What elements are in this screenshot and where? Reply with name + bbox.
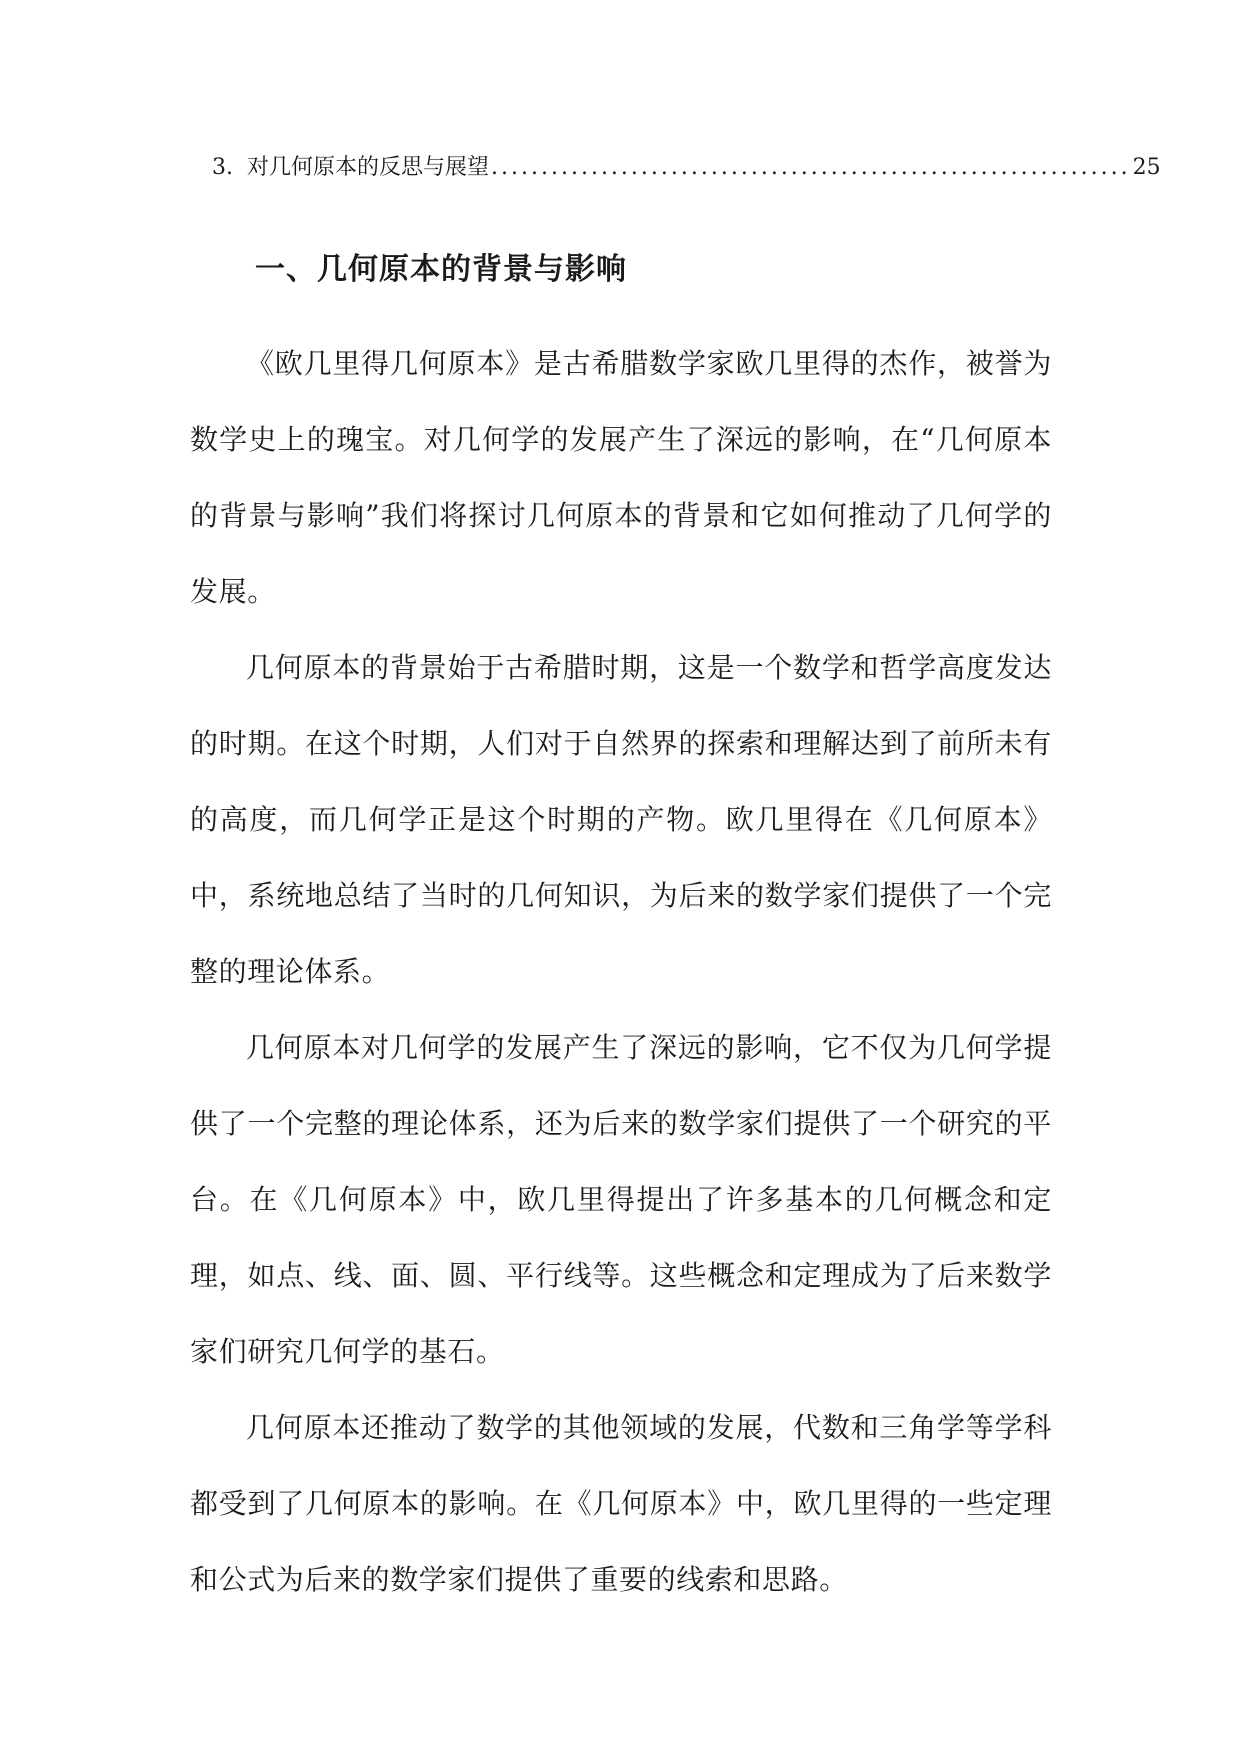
toc-entry[interactable] xyxy=(212,150,1161,186)
paragraph: 几何原本对几何学的发展产生了深远的影响，它不仅为几何学提供了一个完整的理论体系，还为后来的数学家们提供了一个研究的平台。在《几何原本》中，欧几里得提出了许多基本的几何概念和定理，如点、线、面、圆、平行线等。这些概念和定理成为了后来数学家们研究几何学的基石。 xyxy=(190,1031,1052,1368)
paragraph: 《欧几里得几何原本》是古希腊数学家欧几里得的杰作，被誉为数学史上的瑰宝。对几何学的发展产生了深远的影响，在“几何原本的背景与影响”我们将探讨几何原本的背景和它如何推动了几何学的发展。 xyxy=(190,347,1052,608)
toc-entry-title: 对几何原本的反思与展望 xyxy=(247,155,490,180)
paragraph: 几何原本还推动了数学的其他领域的发展，代数和三角学等学科都受到了几何原本的影响。在《几何原本》中，欧几里得的一些定理和公式为后来的数学家们提供了重要的线索和思路。 xyxy=(190,1411,1052,1596)
section-heading: 一、几何原本的背景与影响 xyxy=(255,252,627,287)
paragraph: 几何原本的背景始于古希腊时期，这是一个数学和哲学高度发达的时期。在这个时期，人们对于自然界的探索和理解达到了前所未有的高度，而几何学正是这个时期的产物。欧几里得在《几何原本》中，系统地总结了当时的几何知识，为后来的数学家们提供了一个完整的理论体系。 xyxy=(190,651,1052,988)
toc-entry-number: 3. xyxy=(212,155,233,180)
section-body xyxy=(190,326,1052,1618)
toc-entry-page-number: 25 xyxy=(1132,155,1161,180)
toc-dot-leader: ................................................................ xyxy=(491,155,1131,180)
